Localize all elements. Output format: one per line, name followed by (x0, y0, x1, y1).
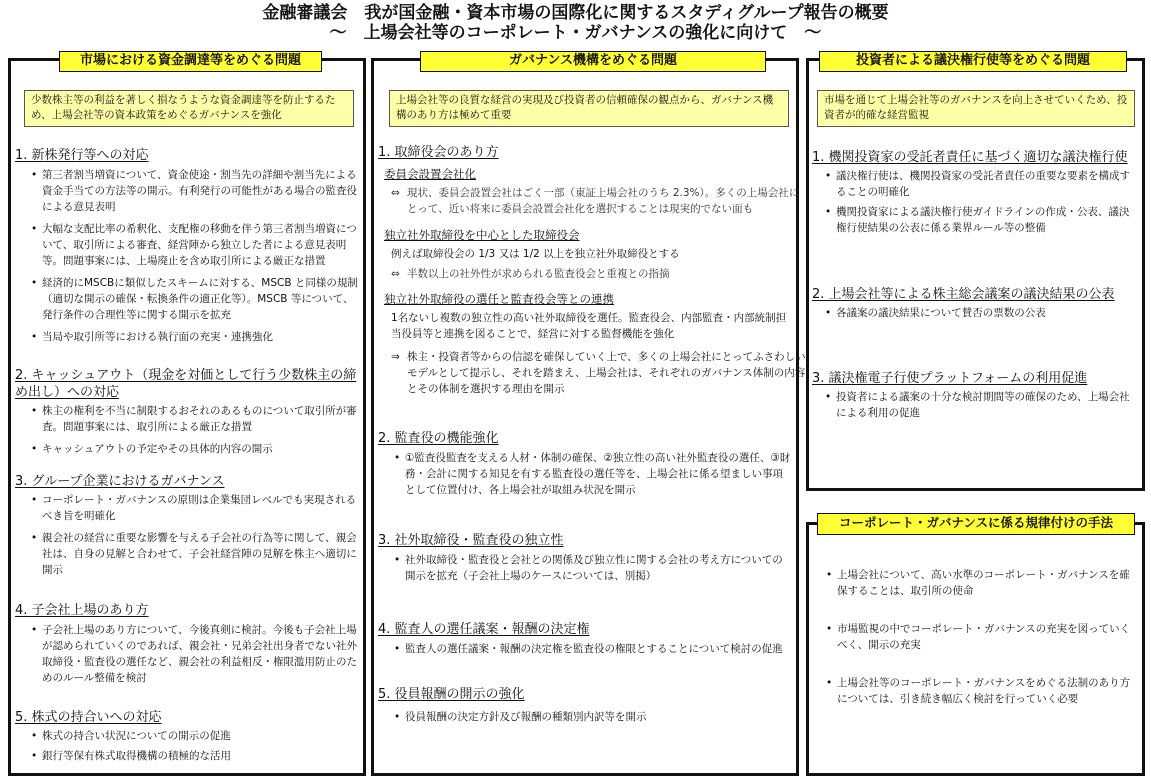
list-item: • 投資者による議案の十分な検討期間等の確保のため、上場会社による利用の促進 (825, 389, 1137, 421)
list-item: • 株主の権利を不当に制限するおそれのあるものについて取引所が審査。問題事案には、取引所による厳正な措置 (31, 403, 360, 435)
right-section-1-list (825, 168, 1137, 236)
list-item: • 子会社上場のあり方について、今後真剣に検討。今後も子会社上場が認められていくのであれば、親会社・兄弟会社出身者でない社外取締役・監査役の選任など、親会社の利益相反・権限濫用防止のためのルール整備を検討 (31, 622, 360, 686)
left-section-1-list (31, 167, 360, 345)
contrast-arrow-icon: ⇔ (391, 268, 400, 280)
middle-section-1-title: 1. 取締役会のあり方 (378, 145, 499, 160)
left-section-5-title: 5. 株式の持合いへの対応 (15, 710, 162, 725)
middle-section-3-list (394, 552, 791, 584)
middle-sub-cooperation-note (391, 349, 807, 397)
list-item: • 役員報酬の決定方針及び報酬の種類別内訳等を開示 (394, 709, 791, 725)
middle-section-4-list (394, 641, 791, 657)
middle-sub-cooperation: 独立社外取締役の選任と監査役会等との連携 (384, 292, 614, 306)
list-item: • 第三者割当増資について、資金使途・割当先の詳細や割当先による資金手当ての方法等の開示。有利発行の可能性がある場合の監査役による意見表明 (31, 167, 360, 215)
middle-summary: 上場会社等の良質な経営の実現及び投資者の信頼確保の観点から、ガバナンス機構のあり方は極めて重要 (389, 90, 789, 127)
list-item: • 各議案の議決結果について賛否の票数の公表 (825, 305, 1137, 321)
list-item: • 社外取締役・監査役と会社との関係及び独立性に関する会社の考え方についての開示を拡充（子会社上場のケースについては、別掲） (394, 552, 791, 584)
right-summary: 市場を通じて上場会社等のガバナンスを向上させていくため、投資者が的確な経営監視 (817, 90, 1135, 127)
middle-section-4-title: 4. 監査人の選任議案・報酬の決定権 (378, 622, 590, 637)
left-section-3-title: 3. グループ企業におけるガバナンス (15, 474, 225, 489)
right-arrow-icon: ⇒ (391, 351, 400, 363)
right-section-3-title: 3. 議決権電子行使プラットフォームの利用促進 (812, 371, 1088, 386)
middle-section-5-title: 5. 役員報酬の開示の強化 (378, 687, 525, 702)
middle-sub-independent-board: 独立社外取締役を中心とした取締役会 (384, 228, 580, 242)
right-section-2-list (825, 305, 1137, 321)
middle-column-heading: ガバナンス機構をめぐる問題 (420, 51, 766, 72)
left-section-1-title: 1. 新株発行等への対応 (15, 148, 149, 163)
right-section-3-list (825, 389, 1137, 421)
list-item: • 経済的にMSCBに類似したスキームに対する、MSCB と同様の規制（適切な開示の確保・転換条件の適正化等）。MSCB 等について、発行条件の合理性等に関する開示を拡充 (31, 275, 360, 323)
middle-sub-committee: 委員会設置会社化 (384, 167, 476, 181)
list-item: • 株式の持合い状況についての開示の促進 (31, 728, 360, 744)
left-section-2-title: 2. キャッシュアウト（現金を対価として行う少数株主の締め出し）への対応 (15, 368, 357, 400)
list-item: • 議決権行使は、機関投資家の受託者責任の重要な要素を構成することの明確化 (825, 168, 1137, 200)
list-item: • 銀行等保有株式取得機構の積極的な活用 (31, 748, 360, 764)
list-item: • 上場会社等のコーポレート・ガバナンスをめぐる法制のあり方については、引き続き幅広く検討を行っていく必要 (826, 675, 1137, 707)
middle-section-3-title: 3. 社外取締役・監査役の独立性 (378, 533, 564, 548)
right-section-1-title: 1. 機関投資家の受託者責任に基づく適切な議決権行使 (812, 150, 1128, 165)
list-item: • 当局や取引所等における執行面の充実・連携強化 (31, 329, 360, 345)
contrast-arrow-icon: ⇔ (391, 187, 400, 199)
list-item: • 機関投資家による議決権行使ガイドラインの作成・公表、議決権行使結果の公表に係る業界ルール等の整備 (825, 204, 1137, 236)
middle-section-5-list (394, 709, 791, 725)
note-text: 株主・投資者等からの信認を確保していく上で、多くの上場会社にとってふさわしいモデルとして提示し、それを踏まえ、上場会社は、それぞれのガバナンス体制の内容とその体制を選択する理由を開示 (407, 351, 806, 395)
middle-sub-independent-board-note (391, 266, 807, 282)
middle-sub-cooperation-text: 1名ないし複数の独立性の高い社外取締役を選任。監査役会、内部監査・内部統制担当役員等と連携を図ることで、経営に対する監督機能を強化 (391, 312, 787, 340)
page-subtitle: ～ 上場会社等のコーポレート・ガバナンスの強化に向けて ～ (329, 23, 822, 43)
note-text: 半数以上の社外性が求められる監査役会と重複との指摘 (407, 268, 670, 280)
list-item: • コーポレート・ガバナンスの原則は企業集団レベルでも実現されるべき旨を明確化 (31, 492, 360, 524)
middle-section-2-title: 2. 監査役の機能強化 (378, 431, 499, 446)
right-section-2-title: 2. 上場会社等による株主総会議案の議決結果の公表 (812, 287, 1115, 302)
list-item: • 市場監視の中でコーポレート・ガバナンスの充実を図っていくべく、開示の充実 (826, 621, 1137, 653)
list-item: • 上場会社について、高い水準のコーポレート・ガバナンスを確保することは、取引所の使命 (826, 567, 1137, 599)
list-item: • 親会社の経営に重要な影響を与える子会社の行為等に関して、親会社は、自身の見解と合わせて、子会社経営陣の見解を株主へ適切に開示 (31, 530, 360, 578)
left-summary: 少数株主等の利益を著しく損なうような資金調達等を防止するため、上場会社等の資本政策をめぐるガバナンスを強化 (24, 90, 354, 127)
left-section-4-title: 4. 子会社上場のあり方 (15, 603, 149, 618)
list-item: • ①監査役監査を支える人材・体制の確保、②独立性の高い社外監査役の選任、③財務・会計に関する知見を有する監査役の選任等を、上場会社に係る望ましい事項として位置付け、各上場会社が取組み状況を開示 (394, 450, 791, 498)
middle-section-2-list (394, 450, 791, 498)
page-title: 金融審議会 我が国金融・資本市場の国際化に関するスタディグループ報告の概要 (262, 3, 889, 23)
right-bottom-heading: コーポレート・ガバナンスに係る規律付けの手法 (817, 513, 1135, 535)
list-item: • キャッシュアウトの予定やその具体的内容の開示 (31, 441, 360, 457)
note-text: 現状、委員会設置会社はごく一部（東証上場会社のうち 2.3%）。多くの上場会社にとって、近い将来に委員会設置会社化を選択することは現実的でない面も (407, 187, 800, 215)
left-section-3-list (31, 492, 360, 578)
left-section-4-list (31, 622, 360, 686)
middle-sub-committee-note (391, 185, 807, 217)
list-item: • 大幅な支配比率の希釈化、支配権の移動を伴う第三者割当増資について、取引所による審査、経営陣から独立した者による意見表明等。問題事案には、上場廃止を含め取引所による厳正な措置 (31, 221, 360, 269)
right-column-heading: 投資者による議決権行使等をめぐる問題 (819, 51, 1127, 72)
middle-sub-independent-board-text: 例えば取締役会の 1/3 又は 1/2 以上を独立社外取締役とする (391, 248, 680, 260)
left-section-2-list (31, 403, 360, 457)
left-column-heading: 市場における資金調達等をめぐる問題 (59, 51, 322, 72)
right-bottom-list (826, 567, 1137, 707)
left-section-5-list (31, 728, 360, 764)
list-item: • 監査人の選任議案・報酬の決定権を監査役の権限とすることについて検討の促進 (394, 641, 791, 657)
